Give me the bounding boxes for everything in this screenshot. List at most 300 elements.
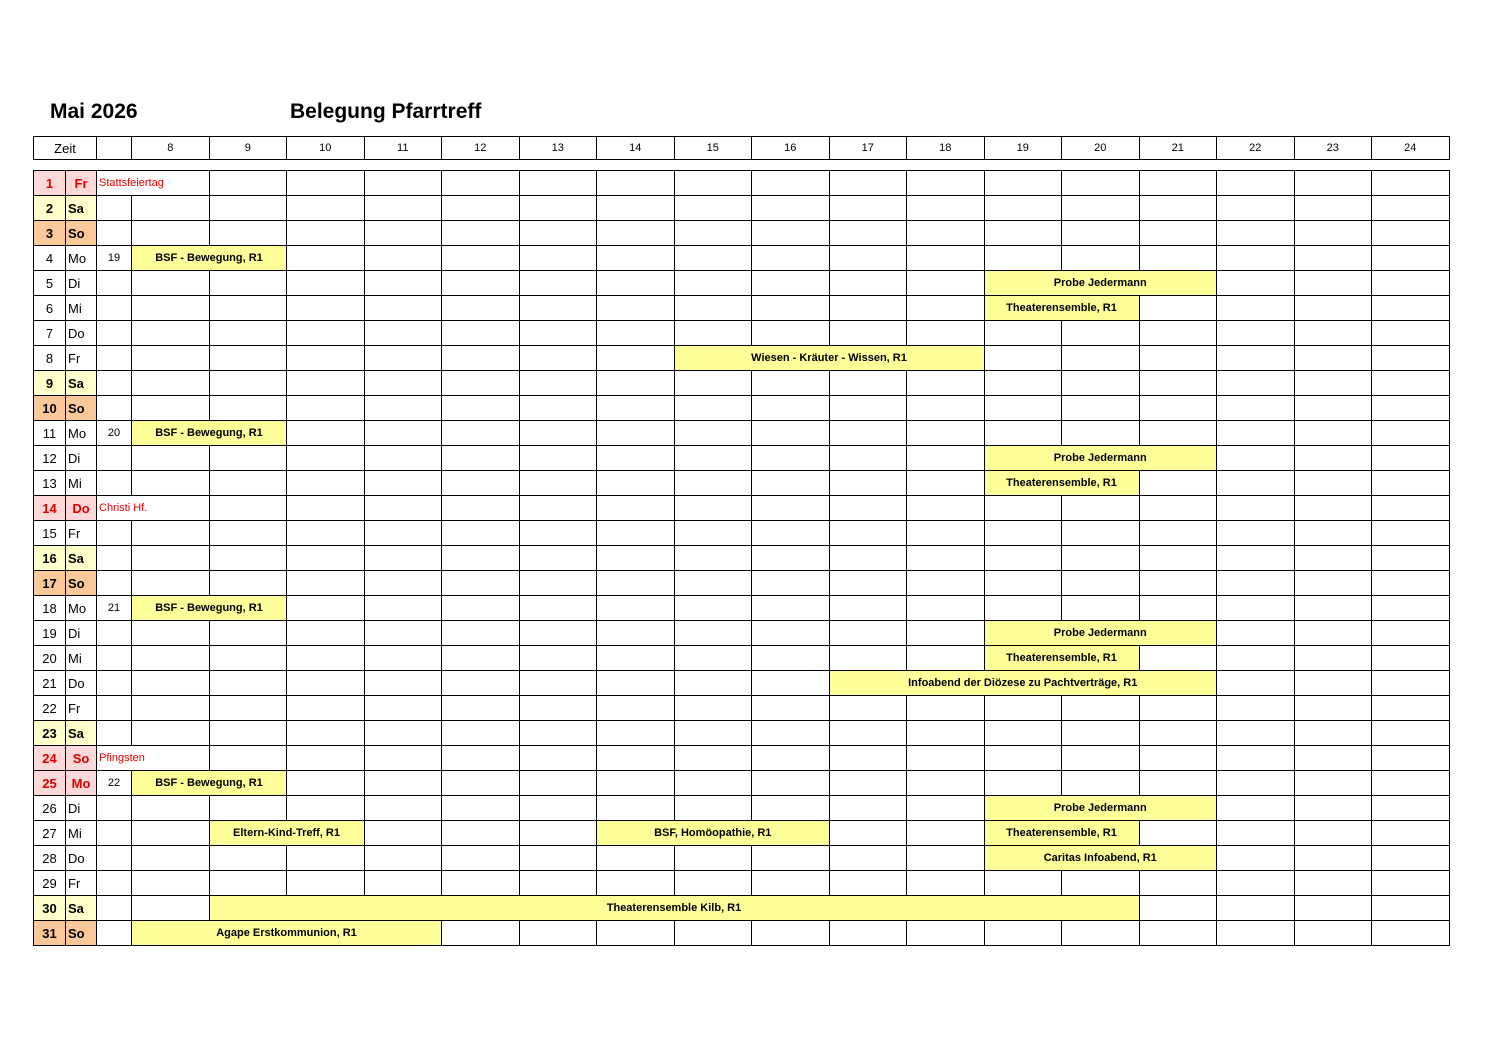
time-slot[interactable] <box>674 271 752 296</box>
time-slot[interactable] <box>1294 421 1372 446</box>
time-slot[interactable] <box>1217 871 1295 896</box>
time-slot[interactable] <box>442 421 520 446</box>
time-slot[interactable] <box>829 221 907 246</box>
time-slot[interactable] <box>752 871 830 896</box>
time-slot[interactable] <box>907 246 985 271</box>
time-slot[interactable] <box>1217 246 1295 271</box>
time-slot[interactable] <box>519 846 597 871</box>
time-slot[interactable] <box>597 171 675 196</box>
booking-block[interactable]: Theaterensemble, R1 <box>984 296 1139 321</box>
time-slot[interactable] <box>209 446 287 471</box>
time-slot[interactable] <box>132 671 210 696</box>
time-slot[interactable] <box>519 171 597 196</box>
time-slot[interactable] <box>907 446 985 471</box>
time-slot[interactable] <box>752 421 830 446</box>
time-slot[interactable] <box>984 346 1062 371</box>
time-slot[interactable] <box>442 746 520 771</box>
time-slot[interactable] <box>674 646 752 671</box>
time-slot[interactable] <box>1139 571 1217 596</box>
time-slot[interactable] <box>209 571 287 596</box>
time-slot[interactable] <box>829 721 907 746</box>
time-slot[interactable] <box>829 621 907 646</box>
time-slot[interactable] <box>442 771 520 796</box>
time-slot[interactable] <box>519 271 597 296</box>
time-slot[interactable] <box>132 471 210 496</box>
time-slot[interactable] <box>1139 521 1217 546</box>
time-slot[interactable] <box>1139 496 1217 521</box>
time-slot[interactable] <box>907 846 985 871</box>
time-slot[interactable] <box>1062 921 1140 946</box>
time-slot[interactable] <box>1372 546 1450 571</box>
time-slot[interactable] <box>829 696 907 721</box>
time-slot[interactable] <box>132 871 210 896</box>
time-slot[interactable] <box>287 871 365 896</box>
time-slot[interactable] <box>442 921 520 946</box>
time-slot[interactable] <box>752 521 830 546</box>
time-slot[interactable] <box>984 721 1062 746</box>
time-slot[interactable] <box>287 496 365 521</box>
time-slot[interactable] <box>519 596 597 621</box>
time-slot[interactable] <box>287 596 365 621</box>
time-slot[interactable] <box>364 521 442 546</box>
time-slot[interactable] <box>519 446 597 471</box>
time-slot[interactable] <box>1139 471 1217 496</box>
time-slot[interactable] <box>364 671 442 696</box>
time-slot[interactable] <box>674 396 752 421</box>
time-slot[interactable] <box>1062 596 1140 621</box>
time-slot[interactable] <box>1294 296 1372 321</box>
time-slot[interactable] <box>752 471 830 496</box>
time-slot[interactable] <box>209 321 287 346</box>
time-slot[interactable] <box>1139 296 1217 321</box>
time-slot[interactable] <box>287 421 365 446</box>
time-slot[interactable] <box>1062 346 1140 371</box>
time-slot[interactable] <box>829 471 907 496</box>
time-slot[interactable] <box>674 371 752 396</box>
time-slot[interactable] <box>287 221 365 246</box>
time-slot[interactable] <box>1217 321 1295 346</box>
time-slot[interactable] <box>1217 596 1295 621</box>
time-slot[interactable] <box>132 446 210 471</box>
time-slot[interactable] <box>287 346 365 371</box>
time-slot[interactable] <box>752 771 830 796</box>
time-slot[interactable] <box>287 471 365 496</box>
time-slot[interactable] <box>364 246 442 271</box>
time-slot[interactable] <box>1294 571 1372 596</box>
time-slot[interactable] <box>519 421 597 446</box>
time-slot[interactable] <box>674 921 752 946</box>
time-slot[interactable] <box>132 221 210 246</box>
time-slot[interactable] <box>1062 371 1140 396</box>
time-slot[interactable] <box>209 171 287 196</box>
time-slot[interactable] <box>1217 846 1295 871</box>
time-slot[interactable] <box>519 321 597 346</box>
time-slot[interactable] <box>1062 871 1140 896</box>
time-slot[interactable] <box>287 646 365 671</box>
time-slot[interactable] <box>1217 496 1295 521</box>
time-slot[interactable] <box>907 471 985 496</box>
time-slot[interactable] <box>984 596 1062 621</box>
time-slot[interactable] <box>364 396 442 421</box>
time-slot[interactable] <box>1217 296 1295 321</box>
time-slot[interactable] <box>984 496 1062 521</box>
time-slot[interactable] <box>1217 746 1295 771</box>
time-slot[interactable] <box>442 796 520 821</box>
time-slot[interactable] <box>1139 546 1217 571</box>
time-slot[interactable] <box>829 546 907 571</box>
time-slot[interactable] <box>364 446 442 471</box>
time-slot[interactable] <box>364 621 442 646</box>
time-slot[interactable] <box>907 396 985 421</box>
time-slot[interactable] <box>1139 746 1217 771</box>
time-slot[interactable] <box>1217 721 1295 746</box>
time-slot[interactable] <box>1294 871 1372 896</box>
time-slot[interactable] <box>519 371 597 396</box>
time-slot[interactable] <box>1372 571 1450 596</box>
time-slot[interactable] <box>287 171 365 196</box>
time-slot[interactable] <box>829 396 907 421</box>
time-slot[interactable] <box>829 496 907 521</box>
time-slot[interactable] <box>132 546 210 571</box>
time-slot[interactable] <box>1294 596 1372 621</box>
time-slot[interactable] <box>1294 796 1372 821</box>
time-slot[interactable] <box>1372 846 1450 871</box>
time-slot[interactable] <box>597 746 675 771</box>
time-slot[interactable] <box>132 646 210 671</box>
time-slot[interactable] <box>1062 696 1140 721</box>
time-slot[interactable] <box>829 646 907 671</box>
time-slot[interactable] <box>442 571 520 596</box>
time-slot[interactable] <box>752 246 830 271</box>
time-slot[interactable] <box>209 196 287 221</box>
time-slot[interactable] <box>597 921 675 946</box>
time-slot[interactable] <box>1139 721 1217 746</box>
time-slot[interactable] <box>519 871 597 896</box>
time-slot[interactable] <box>209 621 287 646</box>
booking-block[interactable]: Theaterensemble, R1 <box>984 471 1139 496</box>
booking-block[interactable]: BSF - Bewegung, R1 <box>132 421 287 446</box>
time-slot[interactable] <box>674 621 752 646</box>
time-slot[interactable] <box>519 521 597 546</box>
time-slot[interactable] <box>1139 771 1217 796</box>
time-slot[interactable] <box>907 771 985 796</box>
time-slot[interactable] <box>984 246 1062 271</box>
time-slot[interactable] <box>597 796 675 821</box>
time-slot[interactable] <box>907 546 985 571</box>
time-slot[interactable] <box>132 371 210 396</box>
time-slot[interactable] <box>287 846 365 871</box>
time-slot[interactable] <box>287 271 365 296</box>
booking-block[interactable]: Wiesen - Kräuter - Wissen, R1 <box>674 346 984 371</box>
time-slot[interactable] <box>287 246 365 271</box>
time-slot[interactable] <box>132 571 210 596</box>
time-slot[interactable] <box>1139 396 1217 421</box>
time-slot[interactable] <box>287 746 365 771</box>
time-slot[interactable] <box>752 196 830 221</box>
time-slot[interactable] <box>907 596 985 621</box>
time-slot[interactable] <box>209 271 287 296</box>
time-slot[interactable] <box>597 246 675 271</box>
time-slot[interactable] <box>442 471 520 496</box>
time-slot[interactable] <box>1372 521 1450 546</box>
time-slot[interactable] <box>209 496 287 521</box>
time-slot[interactable] <box>597 521 675 546</box>
time-slot[interactable] <box>209 871 287 896</box>
time-slot[interactable] <box>674 221 752 246</box>
time-slot[interactable] <box>829 796 907 821</box>
time-slot[interactable] <box>209 296 287 321</box>
time-slot[interactable] <box>674 246 752 271</box>
time-slot[interactable] <box>1139 596 1217 621</box>
time-slot[interactable] <box>519 671 597 696</box>
time-slot[interactable] <box>597 546 675 571</box>
time-slot[interactable] <box>1372 346 1450 371</box>
time-slot[interactable] <box>519 746 597 771</box>
time-slot[interactable] <box>1062 521 1140 546</box>
time-slot[interactable] <box>442 496 520 521</box>
time-slot[interactable] <box>752 646 830 671</box>
time-slot[interactable] <box>1139 871 1217 896</box>
time-slot[interactable] <box>829 271 907 296</box>
booking-block[interactable]: Theaterensemble, R1 <box>984 821 1139 846</box>
time-slot[interactable] <box>829 171 907 196</box>
time-slot[interactable] <box>1217 646 1295 671</box>
time-slot[interactable] <box>752 921 830 946</box>
time-slot[interactable] <box>1139 696 1217 721</box>
time-slot[interactable] <box>442 546 520 571</box>
time-slot[interactable] <box>364 746 442 771</box>
time-slot[interactable] <box>829 596 907 621</box>
time-slot[interactable] <box>597 621 675 646</box>
time-slot[interactable] <box>1294 621 1372 646</box>
time-slot[interactable] <box>1372 871 1450 896</box>
time-slot[interactable] <box>829 746 907 771</box>
time-slot[interactable] <box>1294 671 1372 696</box>
time-slot[interactable] <box>519 771 597 796</box>
time-slot[interactable] <box>209 746 287 771</box>
time-slot[interactable] <box>1294 546 1372 571</box>
time-slot[interactable] <box>519 571 597 596</box>
time-slot[interactable] <box>1217 571 1295 596</box>
time-slot[interactable] <box>1062 721 1140 746</box>
time-slot[interactable] <box>364 471 442 496</box>
time-slot[interactable] <box>287 771 365 796</box>
time-slot[interactable] <box>674 171 752 196</box>
time-slot[interactable] <box>752 696 830 721</box>
time-slot[interactable] <box>829 421 907 446</box>
booking-block[interactable]: Theaterensemble, R1 <box>984 646 1139 671</box>
time-slot[interactable] <box>984 321 1062 346</box>
time-slot[interactable] <box>364 721 442 746</box>
booking-block[interactable]: BSF - Bewegung, R1 <box>132 246 287 271</box>
time-slot[interactable] <box>442 446 520 471</box>
time-slot[interactable] <box>1294 896 1372 921</box>
time-slot[interactable] <box>1217 546 1295 571</box>
booking-block[interactable]: Infoabend der Diözese zu Pachtverträge, R1 <box>829 671 1217 696</box>
time-slot[interactable] <box>597 771 675 796</box>
time-slot[interactable] <box>287 546 365 571</box>
time-slot[interactable] <box>519 246 597 271</box>
time-slot[interactable] <box>1139 321 1217 346</box>
time-slot[interactable] <box>1294 396 1372 421</box>
time-slot[interactable] <box>907 271 985 296</box>
time-slot[interactable] <box>1294 821 1372 846</box>
time-slot[interactable] <box>1294 696 1372 721</box>
time-slot[interactable] <box>1139 421 1217 446</box>
time-slot[interactable] <box>132 796 210 821</box>
time-slot[interactable] <box>674 321 752 346</box>
time-slot[interactable] <box>984 371 1062 396</box>
time-slot[interactable] <box>984 571 1062 596</box>
time-slot[interactable] <box>1062 546 1140 571</box>
time-slot[interactable] <box>1372 271 1450 296</box>
time-slot[interactable] <box>1217 696 1295 721</box>
time-slot[interactable] <box>1139 896 1217 921</box>
time-slot[interactable] <box>287 321 365 346</box>
time-slot[interactable] <box>597 396 675 421</box>
time-slot[interactable] <box>907 421 985 446</box>
time-slot[interactable] <box>674 696 752 721</box>
time-slot[interactable] <box>519 496 597 521</box>
time-slot[interactable] <box>364 321 442 346</box>
time-slot[interactable] <box>1372 396 1450 421</box>
time-slot[interactable] <box>132 196 210 221</box>
time-slot[interactable] <box>364 646 442 671</box>
time-slot[interactable] <box>1372 246 1450 271</box>
time-slot[interactable] <box>442 871 520 896</box>
time-slot[interactable] <box>907 821 985 846</box>
time-slot[interactable] <box>287 196 365 221</box>
time-slot[interactable] <box>829 921 907 946</box>
time-slot[interactable] <box>287 521 365 546</box>
time-slot[interactable] <box>442 246 520 271</box>
time-slot[interactable] <box>1294 921 1372 946</box>
time-slot[interactable] <box>1217 821 1295 846</box>
time-slot[interactable] <box>984 696 1062 721</box>
time-slot[interactable] <box>519 646 597 671</box>
time-slot[interactable] <box>519 221 597 246</box>
time-slot[interactable] <box>209 221 287 246</box>
booking-block[interactable]: Caritas Infoabend, R1 <box>984 846 1217 871</box>
time-slot[interactable] <box>1062 196 1140 221</box>
time-slot[interactable] <box>752 296 830 321</box>
time-slot[interactable] <box>674 196 752 221</box>
time-slot[interactable] <box>1372 771 1450 796</box>
time-slot[interactable] <box>1139 346 1217 371</box>
time-slot[interactable] <box>1372 696 1450 721</box>
time-slot[interactable] <box>907 296 985 321</box>
time-slot[interactable] <box>519 621 597 646</box>
time-slot[interactable] <box>1062 246 1140 271</box>
time-slot[interactable] <box>132 346 210 371</box>
time-slot[interactable] <box>752 571 830 596</box>
time-slot[interactable] <box>442 521 520 546</box>
time-slot[interactable] <box>364 421 442 446</box>
time-slot[interactable] <box>364 821 442 846</box>
time-slot[interactable] <box>829 846 907 871</box>
time-slot[interactable] <box>287 371 365 396</box>
time-slot[interactable] <box>674 871 752 896</box>
booking-block[interactable]: Eltern-Kind-Treff, R1 <box>209 821 364 846</box>
time-slot[interactable] <box>674 521 752 546</box>
time-slot[interactable] <box>674 721 752 746</box>
time-slot[interactable] <box>1139 221 1217 246</box>
booking-block[interactable]: BSF - Bewegung, R1 <box>132 771 287 796</box>
time-slot[interactable] <box>1294 846 1372 871</box>
time-slot[interactable] <box>442 296 520 321</box>
time-slot[interactable] <box>1062 321 1140 346</box>
time-slot[interactable] <box>752 721 830 746</box>
time-slot[interactable] <box>597 446 675 471</box>
time-slot[interactable] <box>1217 896 1295 921</box>
time-slot[interactable] <box>1372 371 1450 396</box>
time-slot[interactable] <box>132 896 210 921</box>
time-slot[interactable] <box>364 871 442 896</box>
booking-block[interactable]: Agape Erstkommunion, R1 <box>132 921 442 946</box>
time-slot[interactable] <box>1372 796 1450 821</box>
time-slot[interactable] <box>984 871 1062 896</box>
time-slot[interactable] <box>1062 171 1140 196</box>
time-slot[interactable] <box>1294 771 1372 796</box>
time-slot[interactable] <box>1294 321 1372 346</box>
time-slot[interactable] <box>1372 921 1450 946</box>
booking-block[interactable]: Probe Jedermann <box>984 446 1217 471</box>
time-slot[interactable] <box>209 646 287 671</box>
time-slot[interactable] <box>907 196 985 221</box>
time-slot[interactable] <box>442 696 520 721</box>
time-slot[interactable] <box>829 521 907 546</box>
time-slot[interactable] <box>209 396 287 421</box>
time-slot[interactable] <box>519 921 597 946</box>
time-slot[interactable] <box>674 496 752 521</box>
booking-block[interactable]: Theaterensemble Kilb, R1 <box>209 896 1139 921</box>
time-slot[interactable] <box>287 446 365 471</box>
time-slot[interactable] <box>132 271 210 296</box>
time-slot[interactable] <box>674 671 752 696</box>
booking-block[interactable]: Probe Jedermann <box>984 621 1217 646</box>
time-slot[interactable] <box>1294 221 1372 246</box>
time-slot[interactable] <box>364 696 442 721</box>
time-slot[interactable] <box>364 346 442 371</box>
time-slot[interactable] <box>674 746 752 771</box>
time-slot[interactable] <box>519 721 597 746</box>
time-slot[interactable] <box>287 796 365 821</box>
time-slot[interactable] <box>519 196 597 221</box>
booking-block[interactable]: BSF, Homöopathie, R1 <box>597 821 830 846</box>
time-slot[interactable] <box>1217 796 1295 821</box>
time-slot[interactable] <box>829 871 907 896</box>
time-slot[interactable] <box>442 646 520 671</box>
time-slot[interactable] <box>597 721 675 746</box>
time-slot[interactable] <box>829 571 907 596</box>
time-slot[interactable] <box>209 696 287 721</box>
time-slot[interactable] <box>829 446 907 471</box>
time-slot[interactable] <box>209 796 287 821</box>
booking-block[interactable]: Probe Jedermann <box>984 271 1217 296</box>
time-slot[interactable] <box>364 371 442 396</box>
time-slot[interactable] <box>829 321 907 346</box>
time-slot[interactable] <box>674 546 752 571</box>
time-slot[interactable] <box>442 721 520 746</box>
time-slot[interactable] <box>752 171 830 196</box>
time-slot[interactable] <box>364 271 442 296</box>
time-slot[interactable] <box>1062 396 1140 421</box>
time-slot[interactable] <box>1294 646 1372 671</box>
time-slot[interactable] <box>674 596 752 621</box>
time-slot[interactable] <box>907 571 985 596</box>
time-slot[interactable] <box>674 421 752 446</box>
time-slot[interactable] <box>442 821 520 846</box>
